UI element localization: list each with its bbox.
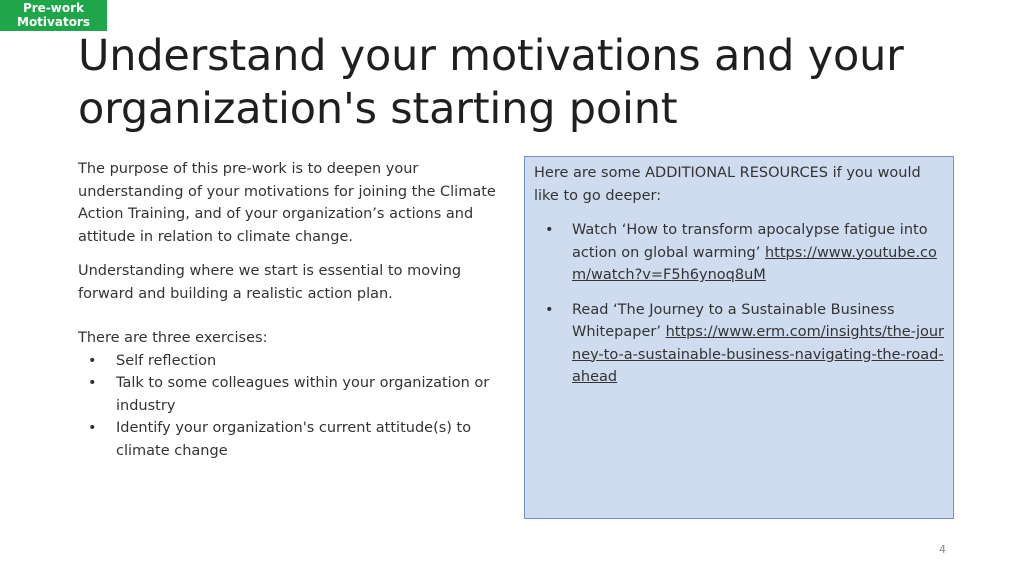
exercises-section <box>78 327 498 462</box>
additional-resources-box <box>524 156 954 519</box>
youtube-link[interactable]: https://www.youtube.com/watch?v=F5h6ynoq8uM <box>572 244 937 283</box>
list-item <box>534 219 945 287</box>
exercise-text: Self reflection <box>116 352 217 369</box>
resources-intro: Here are some ADDITIONAL RESOURCES if you would like to go deeper: <box>534 165 921 204</box>
bullet-icon: • <box>88 352 97 369</box>
list-item <box>78 350 498 373</box>
bullet-icon: • <box>88 420 97 436</box>
page-number: 4 <box>939 543 946 556</box>
exercises-list <box>78 350 498 463</box>
section-tag-line2: Motivators <box>17 15 90 29</box>
list-item <box>534 299 945 389</box>
section-tag <box>0 0 107 31</box>
bullet-icon: • <box>545 222 554 238</box>
list-item <box>78 372 498 417</box>
section-tag-line1: Pre-work <box>22 1 85 15</box>
resource-text: Read ‘The Journey to a Sustainable Business Whitepaper’ <box>572 301 895 340</box>
exercise-text: Identify your organization's current attitude(s) to climate change <box>116 420 472 459</box>
resources-list <box>534 219 945 389</box>
exercises-intro: There are three exercises: <box>78 330 268 346</box>
list-item <box>78 417 498 462</box>
resource-text: Watch ‘How to transform apocalypse fatigue into action on global warming’ <box>572 222 928 261</box>
bullet-icon: • <box>545 301 554 318</box>
bullet-icon: • <box>88 375 97 391</box>
pre-work-description <box>78 158 498 462</box>
purpose-paragraph: The purpose of this pre-work is to deepen your understanding of your motivations for joining the Climate Action Training, and of your organization’s actions and attitude in relation to climate change. <box>78 161 496 245</box>
starting-point-paragraph: Understanding where we start is essential to moving forward and building a realistic action plan. <box>78 263 462 302</box>
erm-whitepaper-link[interactable]: https://www.erm.com/insights/the-journey-to-a-sustainable-business-navigating-the-road-ahead <box>572 324 945 385</box>
page-title: Understand your motivations and your organization's starting point <box>78 31 904 134</box>
exercise-text: Talk to some colleagues within your organization or industry <box>116 375 490 414</box>
